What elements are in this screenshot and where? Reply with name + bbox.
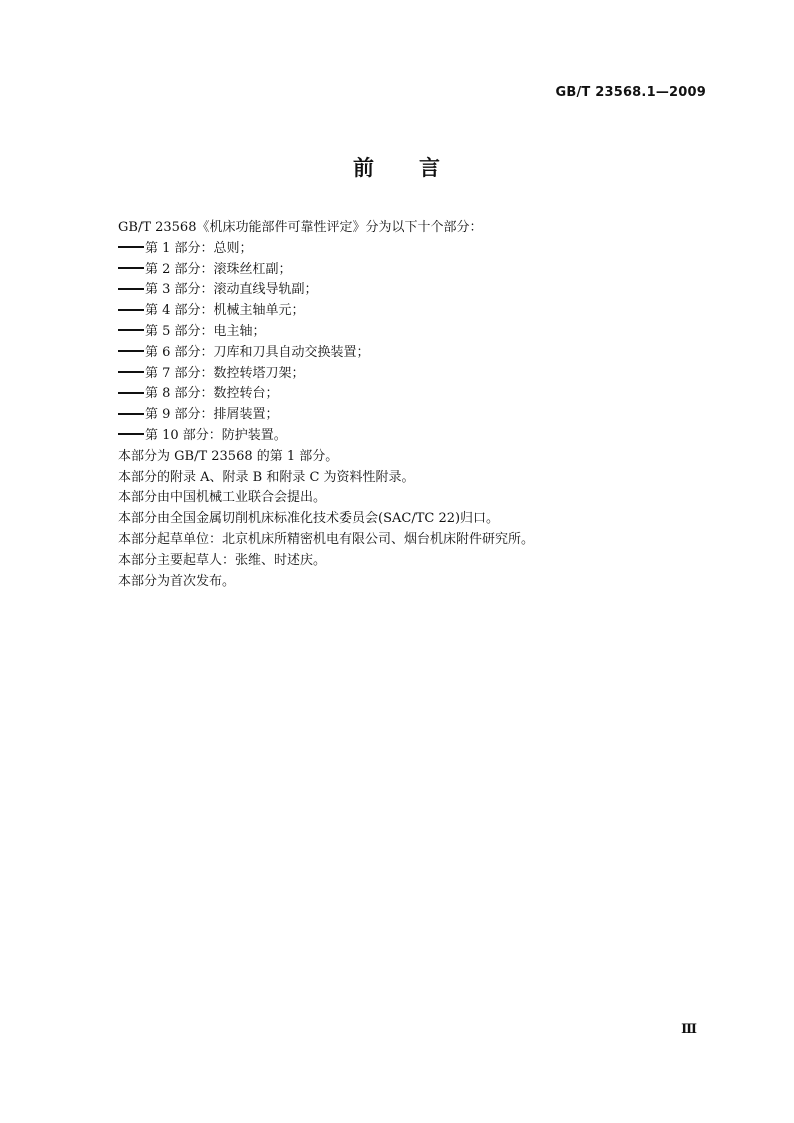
part-list-item (118, 426, 718, 447)
standard-number: GB/T 23568.1—2009 (555, 85, 706, 100)
em-dash-marker (118, 267, 144, 269)
part-text: 第 9 部分：排屑装置； (145, 407, 279, 423)
em-dash-marker (118, 309, 144, 311)
title-char-1: 前 (353, 156, 375, 180)
em-dash-marker (118, 433, 144, 435)
part-text: 第 1 部分：总则； (145, 240, 253, 256)
body-paragraph: 本部分起草单位：北京机床所精密机电有限公司、烟台机床附件研究所。 (118, 531, 535, 547)
body-paragraph: 本部分为 GB/T 23568 的第 1 部分。 (118, 448, 339, 464)
part-list-item (118, 405, 718, 426)
em-dash-marker (118, 371, 144, 373)
body-paragraph: 本部分由全国金属切削机床标准化技术委员会(SAC/TC 22)归口。 (118, 511, 500, 527)
part-text: 第 8 部分：数控转台； (145, 386, 279, 402)
body-paragraph: 本部分为首次发布。 (118, 573, 236, 589)
part-text: 第 5 部分：电主轴； (145, 323, 266, 339)
title-char-2: 言 (419, 156, 441, 180)
body-paragraph: 本部分主要起草人：张维、时述庆。 (118, 552, 327, 568)
part-list-item (118, 260, 718, 281)
part-text: 第 4 部分：机械主轴单元； (145, 303, 305, 319)
em-dash-marker (118, 392, 144, 394)
em-dash-marker (118, 329, 144, 331)
em-dash-marker (118, 288, 144, 290)
em-dash-marker (118, 246, 144, 248)
page-title (0, 152, 794, 182)
page-number: Ⅲ (681, 1022, 697, 1037)
em-dash-marker (118, 350, 144, 352)
intro-paragraph: GB/T 23568《机床功能部件可靠性评定》分为以下十个部分： (118, 220, 483, 235)
part-list-item (118, 343, 718, 364)
part-text: 第 6 部分：刀库和刀具自动交换装置； (145, 344, 370, 360)
body-paragraph: 本部分由中国机械工业联合会提出。 (118, 490, 327, 506)
part-list-item (118, 364, 718, 385)
em-dash-marker (118, 413, 144, 415)
part-text: 第 3 部分：滚动直线导轨副； (145, 282, 318, 298)
part-list-item (118, 384, 718, 405)
part-list-item (118, 239, 718, 260)
foreword-body (118, 218, 718, 592)
part-text: 第 7 部分：数控转塔刀架； (145, 365, 305, 381)
part-text: 第 10 部分：防护装置。 (145, 427, 287, 443)
part-list-item (118, 280, 718, 301)
part-list-item (118, 301, 718, 322)
part-list-item (118, 322, 718, 343)
part-text: 第 2 部分：滚珠丝杠副； (145, 261, 292, 277)
body-paragraph: 本部分的附录 A、附录 B 和附录 C 为资料性附录。 (118, 469, 415, 485)
